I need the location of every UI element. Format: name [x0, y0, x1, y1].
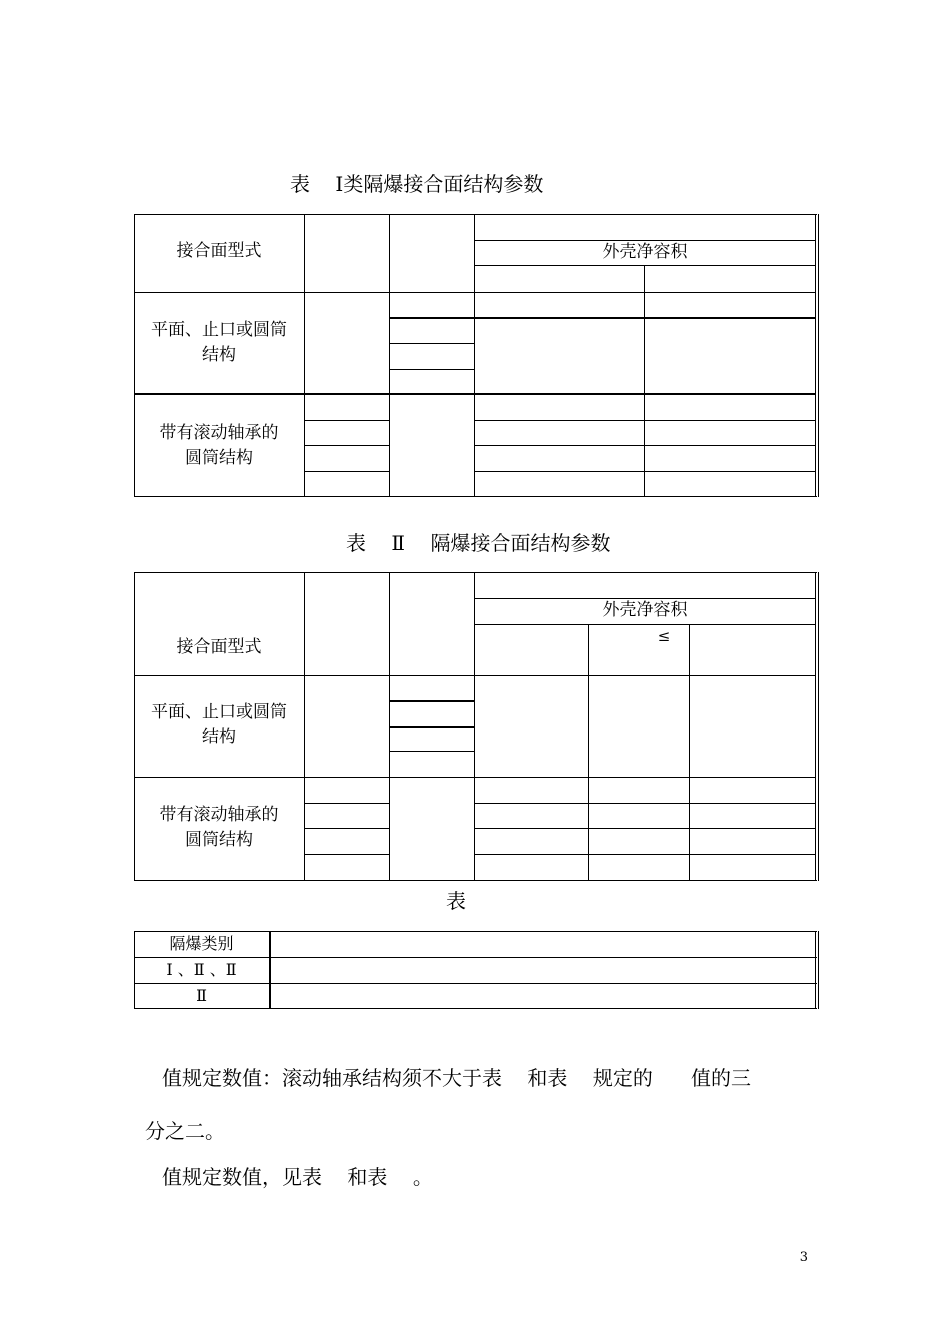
table3-header-category: 隔爆类别 — [169, 934, 234, 953]
paragraph-2: 值规定数值，见表 和表 。 — [162, 1165, 433, 1189]
table3-row-class-ii: Ⅱ — [196, 986, 207, 1005]
table2-leq-symbol: ≤ — [657, 627, 671, 645]
paragraph-1-line-2: 分之二。 — [145, 1119, 225, 1143]
table2-row-flat-label: 平面、止口或圆筒 结构 — [151, 702, 287, 747]
table2-caption: 表 Ⅱ 隔爆接合面结构参数 — [346, 531, 611, 555]
table3-row-classes: Ⅰ 、Ⅱ 、Ⅱ — [166, 960, 237, 979]
paragraph-1-line-1: 值规定数值：滚动轴承结构须不大于表 和表 规定的 值的三 — [162, 1066, 752, 1090]
table1-header-joint-type: 接合面型式 — [176, 241, 262, 261]
table1-header-volume: 外壳净容积 — [602, 242, 688, 262]
table2-row-bearing-label: 带有滚动轴承的 圆筒结构 — [159, 805, 279, 850]
table2-header-volume: 外壳净容积 — [602, 600, 688, 620]
table1-row-bearing-label: 带有滚动轴承的 圆筒结构 — [159, 423, 279, 468]
page-number: 3 — [799, 1250, 808, 1265]
table1-row-flat-label: 平面、止口或圆筒 结构 — [151, 320, 287, 365]
table1-caption: 表 Ⅰ类隔爆接合面结构参数 — [290, 172, 544, 196]
table2-header-joint-type: 接合面型式 — [176, 637, 262, 657]
table3-caption: 表 — [446, 889, 466, 913]
